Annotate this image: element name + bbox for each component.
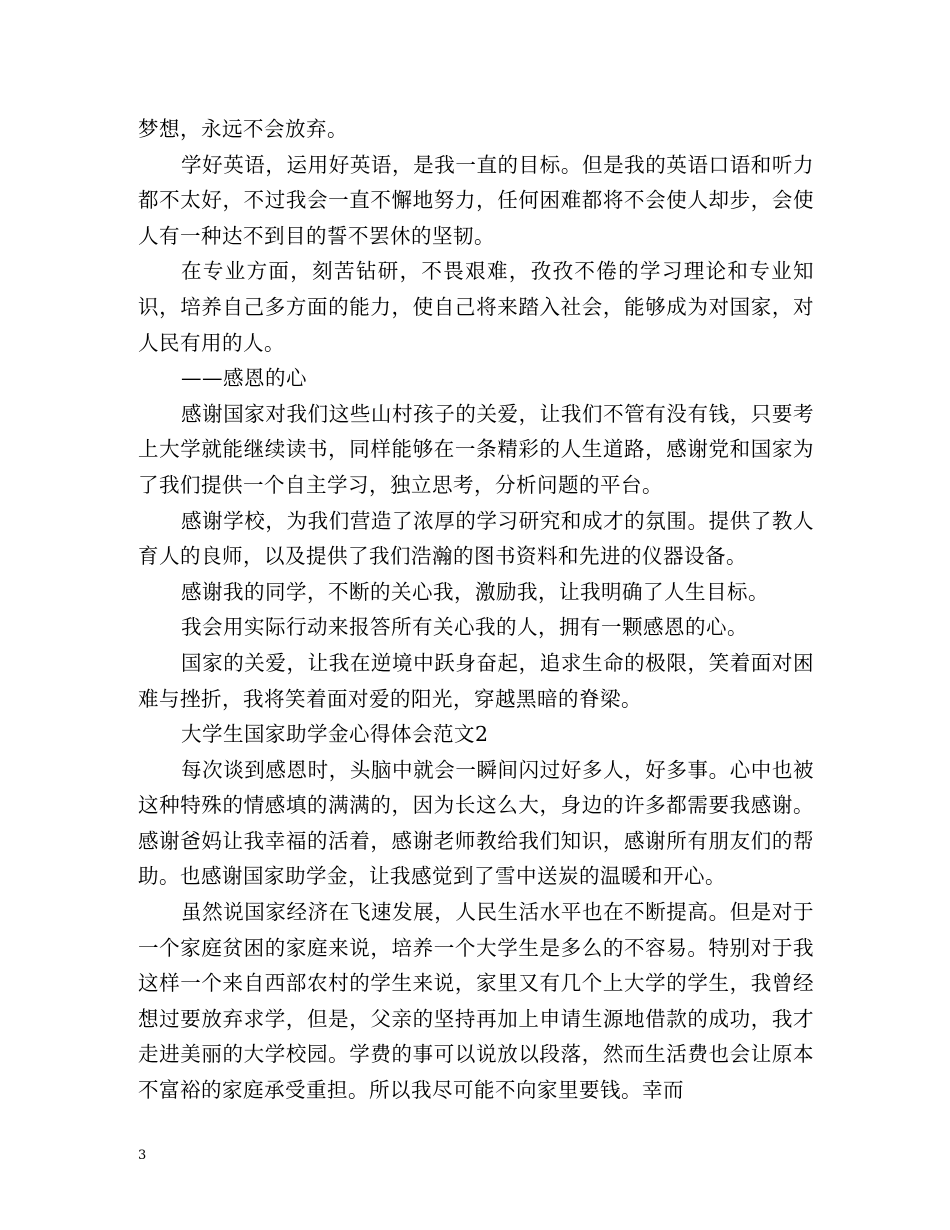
paragraph: 感谢国家对我们这些山村孩子的关爱，让我们不管有没有钱，只要考上大学就能继续读书，同样能够在一条精彩的人生道路，感谢党和国家为了我们提供一个自主学习，独立思考，分析问题的平台。 [138, 401, 814, 497]
paragraph: 感谢我的同学，不断的关心我，激励我，让我明确了人生目标。 [181, 579, 769, 604]
paragraph: 每次谈到感恩时，头脑中就会一瞬间闪过好多人，好多事。心中也被这种特殊的情感填的满满的，因为长这么大，身边的许多都需要我感谢。感谢爸妈让我幸福的活着，感谢老师教给我们知识，感谢所有朋友们的帮助。也感谢国家助学金，让我感觉到了雪中送炭的温暖和开心。 [138, 757, 814, 889]
paragraph: 梦想，永远不会放弃。 [138, 117, 348, 141]
paragraph: 国家的关爱，让我在逆境中跃身奋起，追求生命的极限，笑着面对困难与挫折，我将笑着面对爱的阳光，穿越黑暗的脊梁。 [138, 650, 814, 711]
paragraph: 学好英语，运用好英语，是我一直的目标。但是我的英语口语和听力都不太好，不过我会一直不懈地努力，任何困难都将不会使人却步，会使人有一种达不到目的誓不罢休的坚韧。 [138, 152, 814, 248]
paragraph: 感谢学校，为我们营造了浓厚的学习研究和成才的氛围。提供了教人育人的良师，以及提供了我们浩瀚的图书资料和先进的仪器设备。 [138, 508, 814, 569]
document-body [138, 112, 814, 1109]
paragraph: 在专业方面，刻苦钻研，不畏艰难，孜孜不倦的学习理论和专业知识，培养自己多方面的能力，使自己将来踏入社会，能够成为对国家，对人民有用的人。 [138, 259, 814, 355]
article-title: 大学生国家助学金心得体会范文2 [181, 722, 489, 747]
section-heading: ——感恩的心 [181, 366, 307, 391]
paragraph: 我会用实际行动来报答所有关心我的人，拥有一颗感恩的心。 [181, 615, 748, 640]
paragraph: 虽然说国家经济在飞速发展，人民生活水平也在不断提高。但是对于一个家庭贫困的家庭来说，培养一个大学生是多么的不容易。特别对于我这样一个来自西部农村的学生来说，家里又有几个上大学的学生，我曾经想过要放弃求学，但是，父亲的坚持再加上申请生源地借款的成功，我才走进美丽的大学校园。学费的事可以说放以段落，然而生活费也会让原本不富裕的家庭承受重担。所以我尽可能不向家里要钱。幸而 [138, 900, 814, 1103]
page-number: 3 [138, 1148, 147, 1163]
